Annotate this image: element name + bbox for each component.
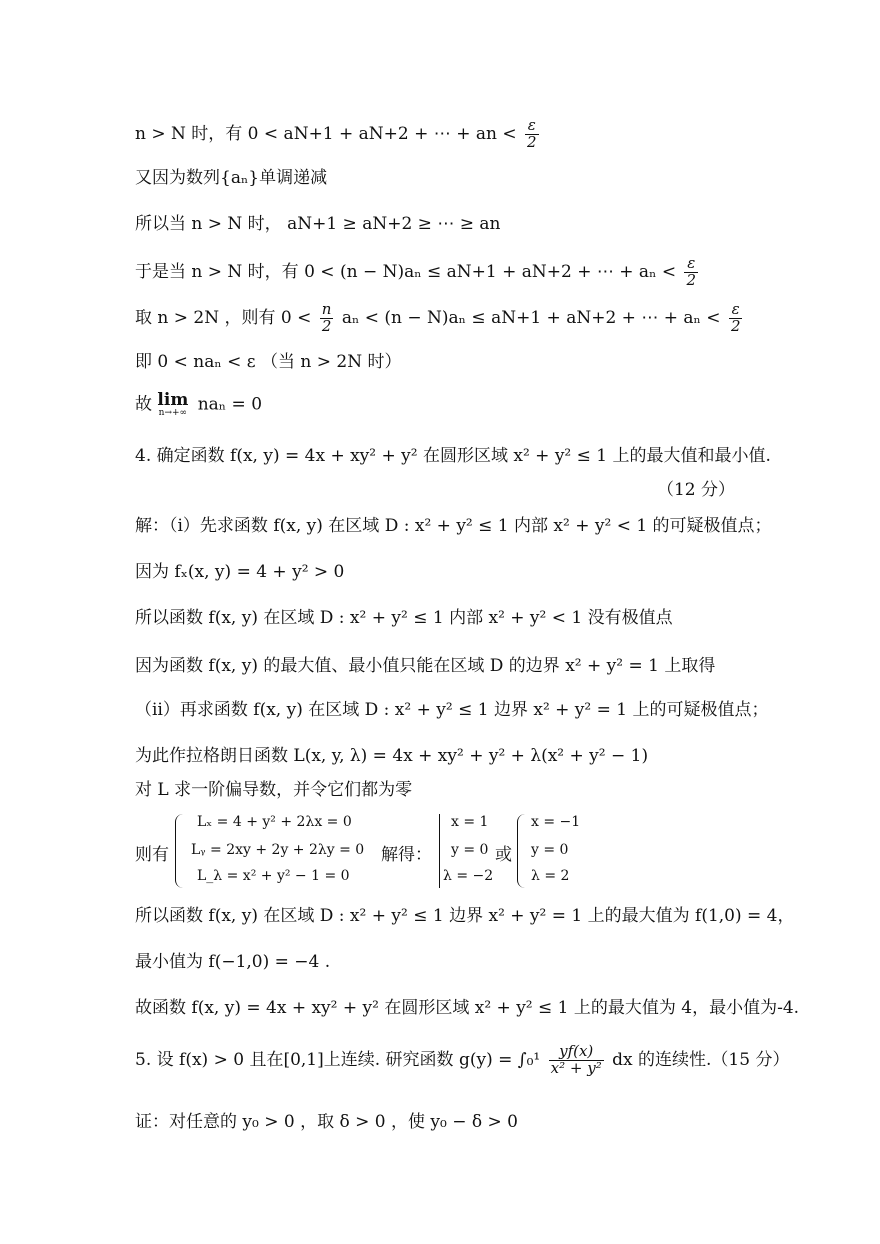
line-1: n > N 时，有 0 < aN+1 + aN+2 + ⋯ + an < $\frac{\varepsilon}{2}$ [135,116,537,151]
right-brace [517,814,530,888]
solution-line-9: 最小值为 f(−1,0) = −4 . [135,952,331,972]
fraction-eps-2: $\frac{\varepsilon}{2}$ [527,116,537,151]
limit: lim n→+∞ [157,390,189,418]
solution-bracket [439,814,440,888]
problem-4: 4. 确定函数 f(x, y) = 4x + xy² + y² 在圆形区域 x² + y² ≤ 1 上的最大值和最小值. [135,446,771,466]
left-brace [175,814,188,888]
problem-5: 5. 设 f(x) > 0 且在[0,1]上连续. 研究函数 g(y) = ∫₀¹ $\frac{yf(x)}{\text{x² + y²}}$ dx 的连续性.（15 分） [135,1042,790,1077]
solution-line-2: 因为 fₓ(x, y) = 4 + y² > 0 [135,562,345,582]
fraction-eps-2: $\frac{\varepsilon}{2}$ [730,300,741,335]
solution-line-8: 所以函数 f(x, y) 在区域 D : x² + y² ≤ 1 边界 x² + y² = 1 上的最大值为 f(1,0) = 4， [135,906,795,926]
line-3: 所以当 n > N 时， aN+1 ≥ aN+2 ≥ ⋯ ≥ an [135,214,501,234]
line-2: 又因为数列{aₙ}单调递减 [135,168,328,188]
integrand-fraction: $\frac{yf(x)}{\text{x² + y²}}$ [550,1042,602,1077]
problem-4-score: （12 分） [656,480,735,500]
proof-line-1: 证：对任意的 y₀ > 0 ，取 δ > 0 ，使 y₀ − δ > 0 [135,1112,518,1132]
fraction-n-2: $\frac{n}{2}$ [321,300,332,335]
equation-system: 则有 Lₓ = 4 + y² + 2λx = 0 Lᵧ = 2xy + 2y + 2λy = 0 L_λ = x² + y² − 1 = 0 解得： x = 1 y = 0 λ = −2 或 x = −1 y = 0 λ = 2 [135,812,775,892]
line-5: 取 n > 2N ，则有 0 < $\frac{n}{2}$ aₙ < (n − N)aₙ ≤ aN+1 + aN+2 + ⋯ + aₙ < $\frac{\varepsilon}{2}$ [135,300,741,335]
solution-line-10: 故函数 f(x, y) = 4x + xy² + y² 在圆形区域 x² + y² ≤ 1 上的最大值为 4，最小值为-4. [135,998,800,1018]
solution-line-4: 因为函数 f(x, y) 的最大值、最小值只能在区域 D 的边界 x² + y² = 1 上取得 [135,656,716,676]
solution-line-7: 对 L 求一阶偏导数，并令它们都为零 [135,780,413,800]
solution-line-6: 为此作拉格朗日函数 L(x, y, λ) = 4x + xy² + y² + λ(x² + y² − 1) [135,746,649,766]
solution-line-5: （ⅱ）再求函数 f(x, y) 在区域 D : x² + y² ≤ 1 边界 x² + y² = 1 上的可疑极值点； [135,700,769,720]
line-7: 故 lim n→+∞ naₙ = 0 [135,390,263,418]
line-6: 即 0 < naₙ < ε （当 n > 2N 时） [135,352,402,372]
line-4: 于是当 n > N 时，有 0 < (n − N)aₙ ≤ aN+1 + aN+2 + ⋯ + aₙ < $\frac{\varepsilon}{2}$ [135,254,697,289]
solution-line-1: 解：（ⅰ）先求函数 f(x, y) 在区域 D : x² + y² ≤ 1 内部 x² + y² < 1 的可疑极值点； [135,516,772,536]
fraction-eps-2: $\frac{\varepsilon}{2}$ [686,254,697,289]
solution-line-3: 所以函数 f(x, y) 在区域 D : x² + y² ≤ 1 内部 x² + y² < 1 没有极值点 [135,608,673,628]
